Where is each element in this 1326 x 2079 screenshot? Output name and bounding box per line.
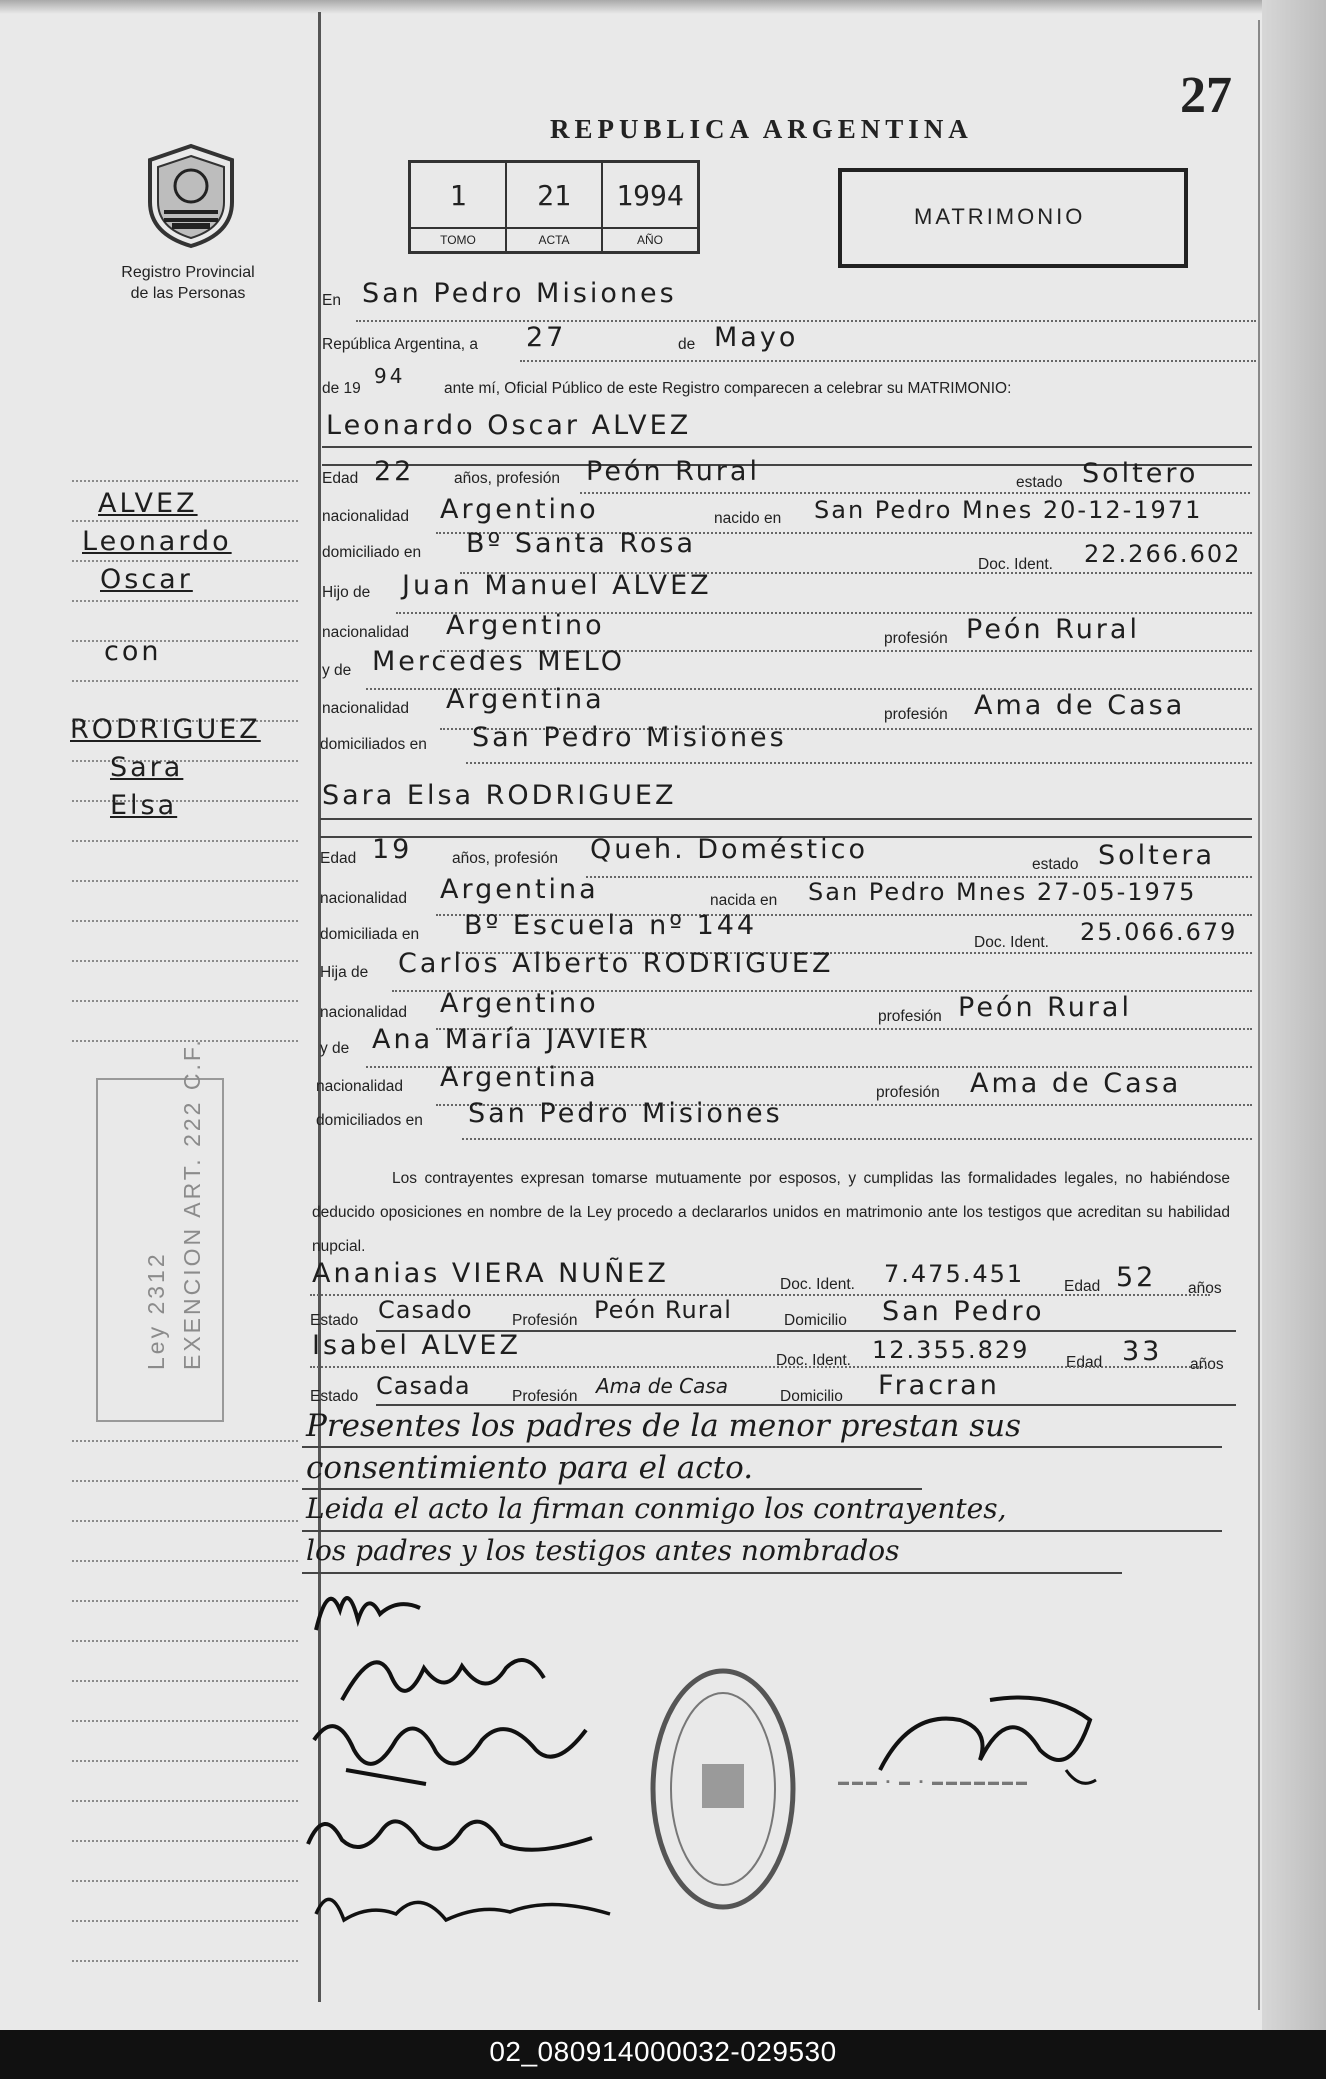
margin-groom-first: Leonardo (82, 526, 232, 557)
groom-nationality: Argentino (440, 494, 599, 525)
margin-line (72, 840, 298, 842)
label-y-de: y de (322, 662, 352, 679)
label-en: En (322, 292, 341, 309)
page-number: 27 (1180, 67, 1232, 124)
groom-age: 22 (374, 456, 415, 487)
label-nacida-en: nacida en (710, 892, 778, 909)
bride-mother-nationality: Argentina (440, 1062, 599, 1093)
witness1-age: 52 (1116, 1262, 1157, 1293)
document-type: MATRIMONIO (914, 204, 1086, 229)
label-edad: Edad (1064, 1278, 1101, 1295)
margin-line (72, 920, 298, 922)
label-nacido-en: nacido en (714, 510, 782, 527)
groom-mother-nationality: Argentina (446, 684, 605, 715)
label-domiciliado-en: domiciliado en (322, 544, 422, 561)
groom-mother: Mercedes MELO (372, 646, 625, 677)
witness1-status: Casado (378, 1296, 473, 1324)
acta-cell (507, 163, 603, 251)
exemption-stamp (96, 1037, 224, 1422)
label-hija-de: Hija de (320, 964, 369, 981)
stamp-text (138, 1037, 210, 1370)
label-profesion: profesión (884, 630, 948, 647)
groom-status: Soltero (1082, 458, 1199, 489)
label-edad: Edad (320, 850, 357, 867)
witness2-domicile: Fracran (878, 1370, 1000, 1401)
margin-line (72, 480, 298, 482)
margin-line (72, 960, 298, 962)
margin-line (72, 1440, 298, 1442)
label-de-19: de 19 (322, 380, 361, 397)
tomo-label: TOMO (411, 227, 505, 251)
act-year: 94 (374, 364, 406, 388)
witness1-domicile: San Pedro (882, 1296, 1045, 1327)
label-anos-profesion: años, profesión (452, 850, 558, 867)
line (320, 818, 1252, 820)
ano-value: 1994 (616, 179, 684, 212)
label-domiciliados-en: domiciliados en (320, 736, 427, 753)
label-profesion: Profesión (512, 1388, 578, 1405)
acta-label: ACTA (507, 227, 601, 251)
margin-line (72, 800, 298, 802)
groom-birthplace: San Pedro Mnes 20-12-1971 (814, 496, 1203, 524)
label-estado: estado (1016, 474, 1063, 491)
margin-line (72, 600, 298, 602)
note-line-3: Leida el acto la firman conmigo los contrayentes, (306, 1492, 1007, 1525)
tomo-value: 1 (449, 179, 467, 212)
margin-line (72, 1840, 298, 1842)
label-doc-ident: Doc. Ident. (974, 934, 1049, 951)
margin-line (72, 1560, 298, 1562)
witness1-profession: Peón Rural (594, 1296, 732, 1324)
margin-bride-first: Sara (110, 752, 184, 783)
bride-profession: Queh. Doméstico (590, 834, 868, 865)
witness1-doc: 7.475.451 (884, 1260, 1025, 1288)
label-edad: Edad (322, 470, 359, 487)
margin-line (72, 880, 298, 882)
bride-mother-profession: Ama de Casa (970, 1068, 1182, 1099)
witness2-status: Casada (376, 1372, 471, 1400)
line (302, 1488, 922, 1490)
label-anos: años (1188, 1280, 1222, 1297)
bride-domicile: Bº Escuela nº 144 (464, 910, 758, 941)
label-republica: República Argentina, a (322, 336, 478, 353)
document-title: REPUBLICA ARGENTINA (550, 114, 973, 144)
margin-con: con (104, 636, 162, 667)
label-domiciliados-en: domiciliados en (316, 1112, 423, 1129)
label-anos: años (1190, 1356, 1224, 1373)
line (376, 1404, 1236, 1406)
note-line-2: consentimiento para el acto. (306, 1450, 754, 1486)
stamp-line-2: EXENCION ART. 222 C.F. (179, 1037, 205, 1370)
footer-id: 02_080914000032-029530 (489, 2036, 837, 2067)
act-place: San Pedro Misiones (362, 278, 677, 309)
right-shadow (1262, 0, 1326, 2030)
margin-bride-middle: Elsa (110, 790, 178, 821)
line (322, 446, 1252, 448)
witness2-age: 33 (1122, 1336, 1163, 1367)
registry-name (92, 262, 284, 304)
label-estado: estado (1032, 856, 1079, 873)
groom-father: Juan Manuel ALVEZ (402, 570, 712, 601)
label-nacionalidad: nacionalidad (320, 890, 408, 907)
margin-line (72, 1480, 298, 1482)
bride-name: Sara Elsa RODRIGUEZ (322, 780, 677, 811)
tomo-cell (411, 163, 507, 251)
top-shadow (0, 0, 1326, 14)
label-profesion: profesión (876, 1084, 940, 1101)
margin-line (72, 1680, 298, 1682)
bride-age: 19 (372, 834, 413, 865)
witness2-doc: 12.355.829 (872, 1336, 1030, 1364)
margin-line (72, 680, 298, 682)
witness2-profession: Ama de Casa (596, 1374, 729, 1398)
label-profesion: profesión (884, 706, 948, 723)
margin-groom-middle: Oscar (100, 564, 193, 595)
label-domicilio: Domicilio (780, 1388, 843, 1405)
margin-line (72, 1880, 298, 1882)
label-estado: Estado (310, 1312, 359, 1329)
margin-line (72, 1000, 298, 1002)
margin-line (72, 1960, 298, 1962)
label-edad: Edad (1066, 1354, 1103, 1371)
groom-name: Leonardo Oscar ALVEZ (326, 410, 692, 441)
groom-mother-profession: Ama de Casa (974, 690, 1186, 721)
right-rule (1258, 20, 1260, 2010)
margin-line (72, 1600, 298, 1602)
bride-status: Soltera (1098, 840, 1216, 871)
line (302, 1446, 1222, 1448)
groom-domicile: Bº Santa Rosa (466, 528, 697, 559)
label-estado: Estado (310, 1388, 359, 1405)
margin-line (72, 520, 298, 522)
line (302, 1530, 1222, 1532)
line (466, 762, 1252, 764)
clerk-stamp: ▬▬▬ ▪ ▬ ▪ ▬▬▬▬▬▬▬ (838, 1776, 1031, 1788)
margin-line (72, 760, 298, 762)
bride-birthplace: San Pedro Mnes 27-05-1975 (808, 878, 1197, 906)
label-anos-profesion: años, profesión (454, 470, 560, 487)
official-seal-icon (648, 1664, 798, 1914)
bride-mother: Ana María JAVIER (372, 1024, 651, 1055)
line (310, 1366, 1210, 1368)
document-type-box (838, 168, 1188, 268)
label-profesion: Profesión (512, 1312, 578, 1329)
bride-parents-domicile: San Pedro Misiones (468, 1098, 783, 1129)
line (580, 492, 1250, 494)
signature-icon (308, 1570, 428, 1640)
note-line-4: los padres y los testigos antes nombrados (306, 1534, 900, 1567)
label-domiciliada-en: domiciliada en (320, 926, 420, 943)
note-line-1: Presentes los padres de la menor prestan sus (306, 1408, 1022, 1444)
bride-nationality: Argentina (440, 874, 599, 905)
witness2-name: Isabel ALVEZ (312, 1330, 521, 1361)
margin-groom-surname: ALVEZ (98, 488, 198, 519)
label-doc-ident: Doc. Ident. (776, 1352, 851, 1369)
stamp-line-1: Ley 2312 (143, 1251, 169, 1370)
label-nacionalidad: nacionalidad (322, 624, 410, 641)
groom-father-profession: Peón Rural (966, 614, 1140, 645)
line (520, 360, 1256, 362)
label-nacionalidad: nacionalidad (322, 508, 410, 525)
label-domicilio: Domicilio (784, 1312, 847, 1329)
margin-line (72, 1520, 298, 1522)
tomo-acta-box (408, 160, 700, 254)
label-hijo-de: Hijo de (322, 584, 371, 601)
act-day: 27 (526, 322, 567, 353)
declaration-text: Los contrayentes expresan tomarse mutuamente por esposos, y cumplidas las formalidades legales, no habiéndose deducido oposiciones en nombre de la Ley procedo a declararlos unidos en matrimonio ante los testigos que acreditan su habilidad nupcial. (312, 1170, 1230, 1255)
margin-line (72, 1920, 298, 1922)
label-de: de (678, 336, 696, 353)
label-profesion: profesión (878, 1008, 942, 1025)
signature-icon (306, 1700, 596, 1790)
label-nacionalidad: nacionalidad (322, 700, 410, 717)
witness1-name: Ananias VIERA NUÑEZ (312, 1258, 669, 1289)
ano-cell (603, 163, 697, 251)
label-nacionalidad: nacionalidad (320, 1004, 408, 1021)
bride-doc: 25.066.679 (1080, 918, 1238, 946)
groom-parents-domicile: San Pedro Misiones (472, 722, 787, 753)
margin-line (72, 1800, 298, 1802)
margin-line (72, 1640, 298, 1642)
acta-value: 21 (537, 179, 571, 212)
signature-icon (302, 1800, 602, 1860)
act-month: Mayo (714, 322, 799, 353)
label-ante-mi: ante mí, Oficial Público de este Registro comparecen a celebrar su MATRIMONIO: (444, 380, 1012, 397)
groom-father-nationality: Argentino (446, 610, 605, 641)
margin-bride-surname: RODRIGUEZ (70, 714, 261, 745)
bride-father-profession: Peón Rural (958, 992, 1132, 1023)
label-y-de: y de (320, 1040, 350, 1057)
provincial-seal-icon (142, 142, 240, 250)
label-doc-ident: Doc. Ident. (978, 556, 1053, 573)
label-doc-ident: Doc. Ident. (780, 1276, 855, 1293)
signature-icon (310, 1874, 620, 1934)
ano-label: AÑO (603, 227, 697, 251)
bride-father-nationality: Argentino (440, 988, 599, 1019)
registry-line-1: Registro Provincial (121, 264, 255, 281)
registry-line-2: de las Personas (130, 285, 246, 302)
line (462, 1138, 1252, 1140)
groom-profession: Peón Rural (586, 456, 760, 487)
margin-line (72, 560, 298, 562)
label-nacionalidad: nacionalidad (316, 1078, 404, 1095)
groom-doc: 22.266.602 (1084, 540, 1242, 568)
margin-line (72, 1720, 298, 1722)
margin-line (72, 1760, 298, 1762)
line (356, 320, 1256, 322)
bride-father: Carlos Alberto RODRIGUEZ (398, 948, 834, 979)
